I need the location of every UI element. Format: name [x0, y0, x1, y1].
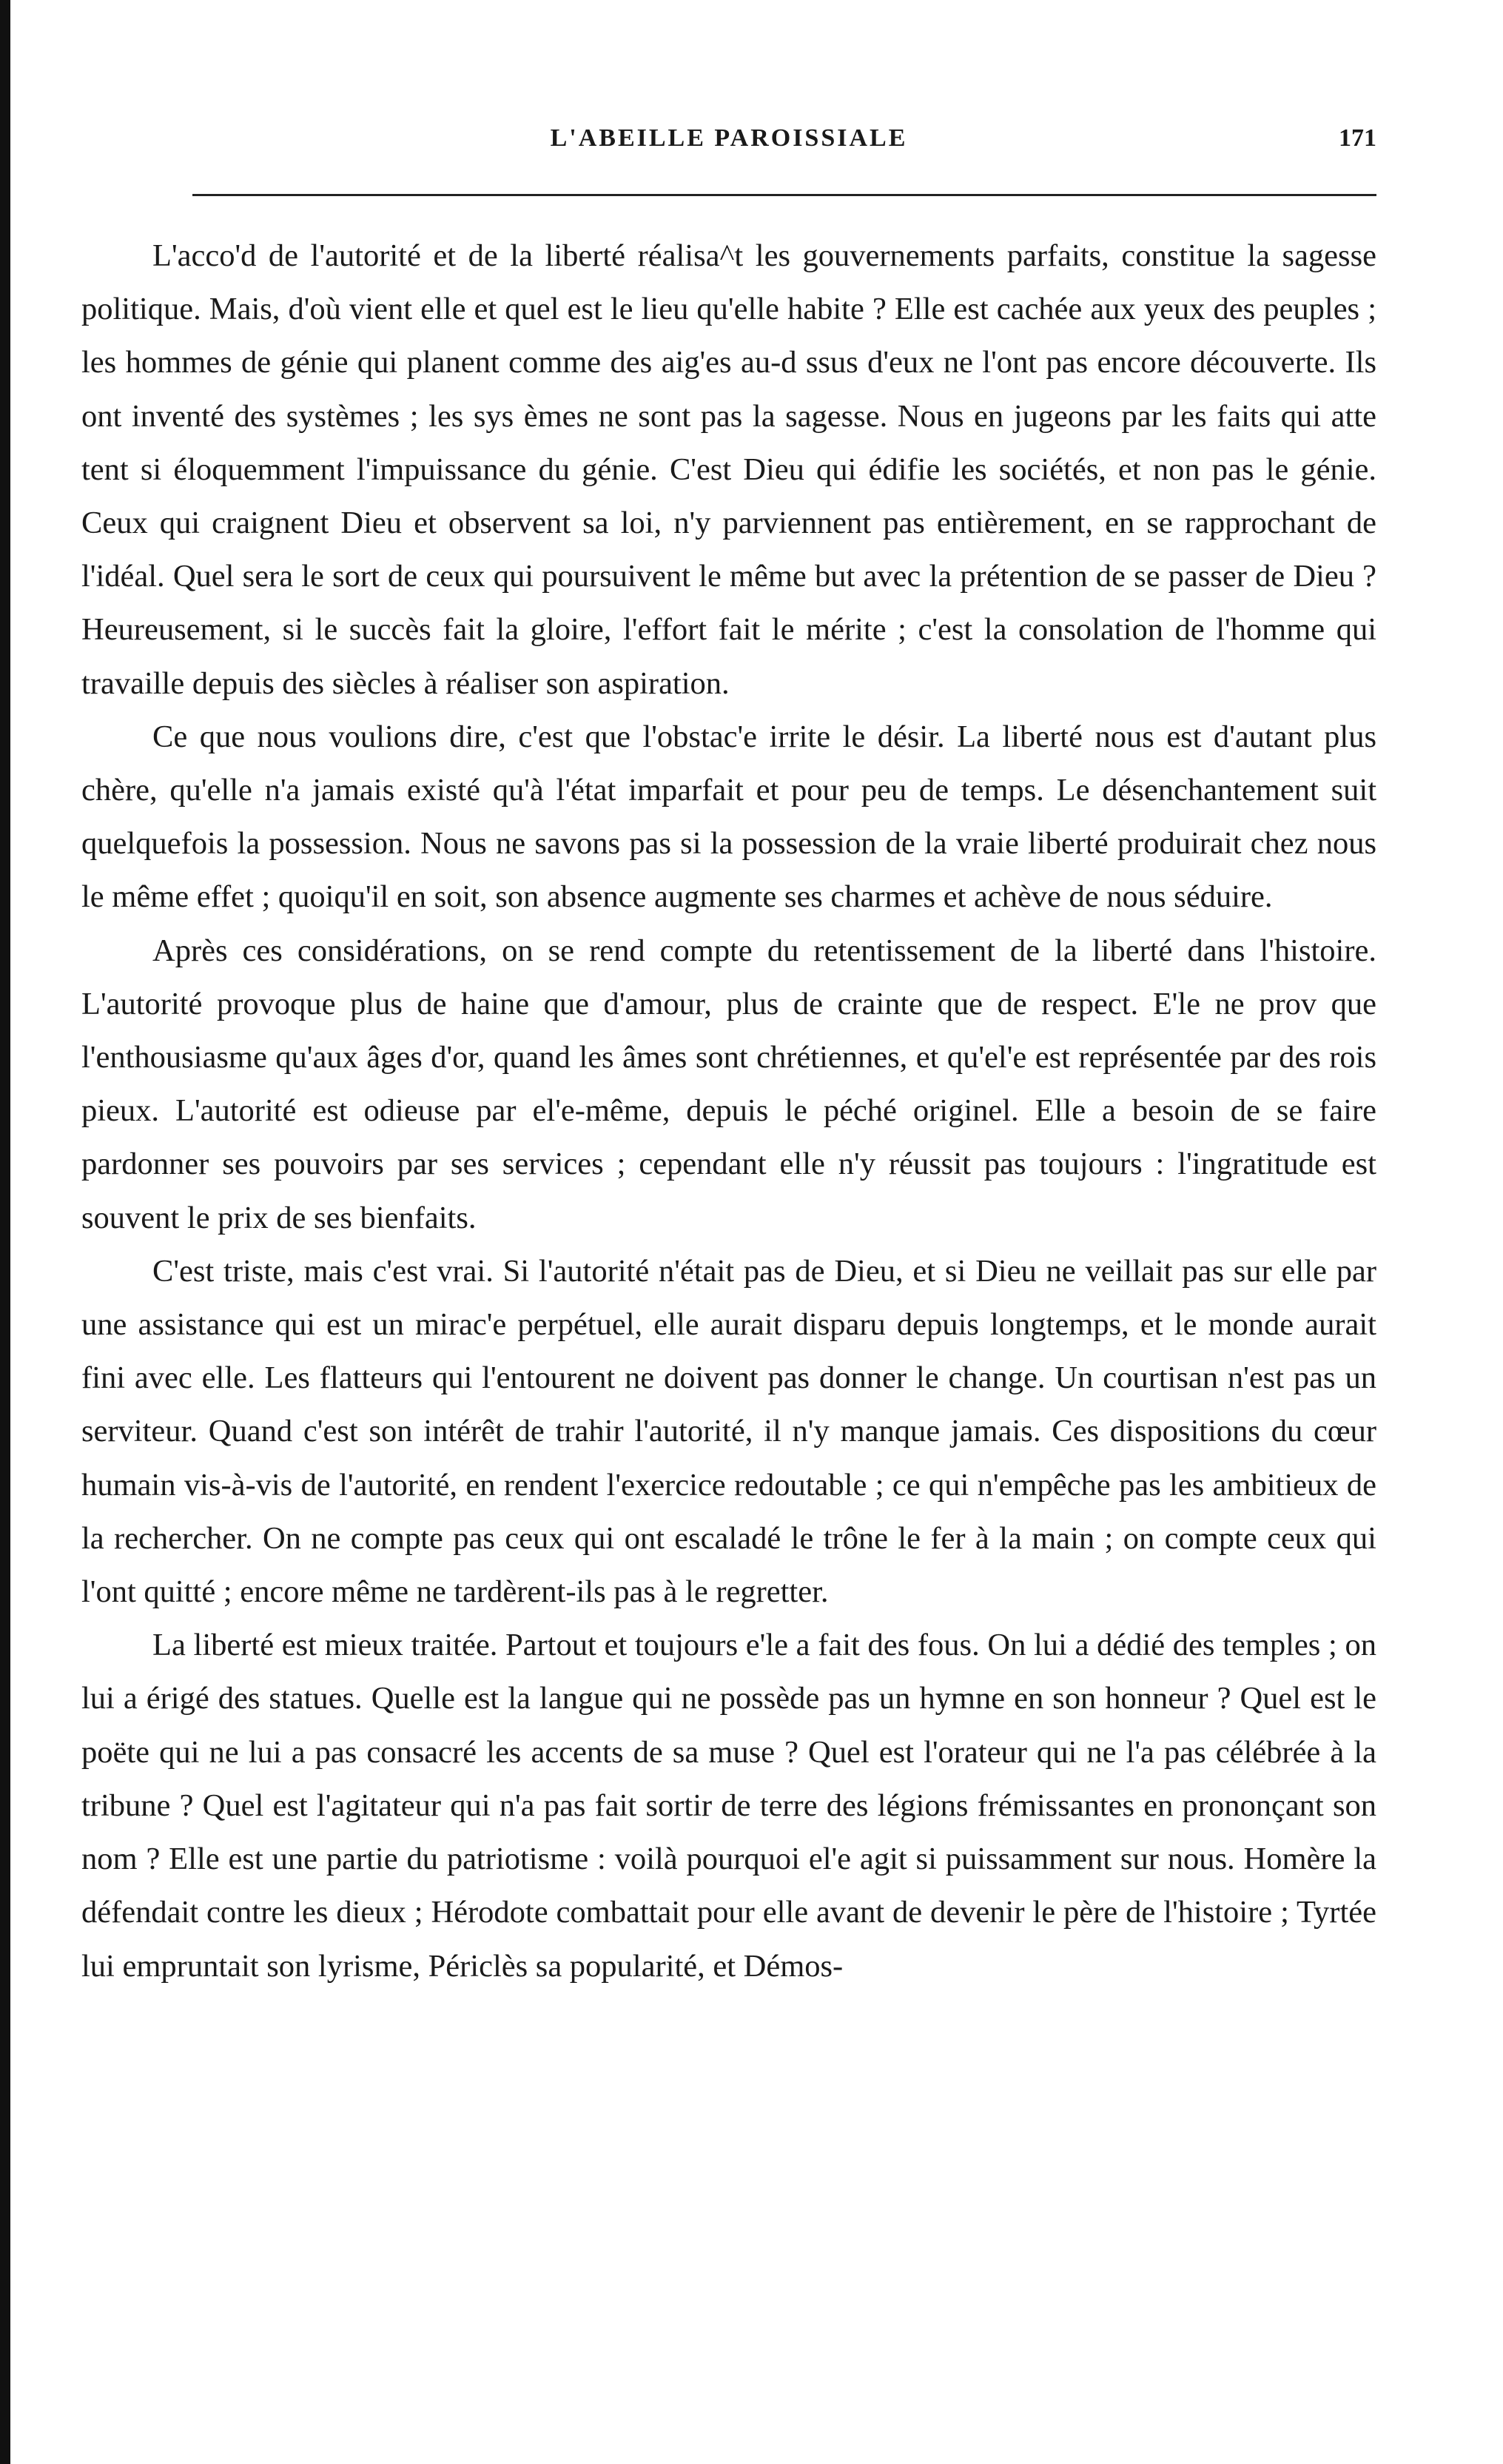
header-rule — [192, 194, 1376, 196]
running-header — [81, 111, 1376, 170]
paragraph: Après ces considérations, on se rend compte du retentissement de la liberté dans l'histoire. L'autorité provoque plus de haine que d'amour, plus de crainte que de respect. E'le ne prov que l'enthousiasme qu'aux âges d'or, quand les âmes sont chrétiennes, et qu'el'e est représentée par des rois pieux. L'autorité est odieuse par el'e-même, depuis le péché originel. Elle a besoin de se faire pardonner ses pouvoirs par ses services ; cependant elle n'y réussit pas toujours : l'ingratitude est souvent le prix de ses bienfaits. — [81, 933, 1376, 1235]
paragraph: L'acco'd de l'autorité et de la liberté réalisa^t les gouvernements parfaits, constitue la sagesse politique. Mais, d'où vient elle et quel est le lieu qu'elle habite ? Elle est cachée aux yeux des peuples ; les hommes de génie qui planent comme des aig'es au-d ssus d'eux ne l'ont pas encore découverte. Ils ont inventé des systèmes ; les sys èmes ne sont pas la sagesse. Nous en jugeons par les faits qui atte tent si éloquemment l'impuissance du génie. C'est Dieu qui édifie les sociétés, et non pas le génie. Ceux qui craignent Dieu et observent sa loi, n'y parviennent pas entièrement, en se rapprochant de l'idéal. Quel sera le sort de ceux qui poursuivent le même but avec la prétention de se passer de Dieu ? Heureusement, si le succès fait la gloire, l'effort fait le mérite ; c'est la consolation de l'homme qui travaille depuis des siècles à réaliser son aspiration. — [81, 238, 1376, 701]
paragraph: C'est triste, mais c'est vrai. Si l'autorité n'était pas de Dieu, et si Dieu ne veillait pas sur elle par une assistance qui est un mirac'e perpétuel, elle aurait disparu depuis longtemps, et le monde aurait fini avec elle. Les flatteurs qui l'entourent ne doivent pas donner le change. Un courtisan n'est pas un serviteur. Quand c'est son intérêt de trahir l'autorité, il n'y manque jamais. Ces dispositions du cœur humain vis-à-vis de l'autorité, en rendent l'exercice redoutable ; ce qui n'empêche pas les ambitieux de la rechercher. On ne compte pas ceux qui ont escaladé le trône le fer à la main ; on compte ceux qui l'ont quitté ; encore même ne tardèrent-ils pas à le regretter. — [81, 1253, 1376, 1610]
paragraph: Ce que nous voulions dire, c'est que l'obstac'e irrite le désir. La liberté nous est d'autant plus chère, qu'elle n'a jamais existé qu'à l'état imparfait et pour peu de temps. Le désenchantement suit quelquefois la possession. Nous ne savons pas si la possession de la vraie liberté produirait chez nous le même effet ; quoiqu'il en soit, son absence augmente ses charmes et achève de nous séduire. — [81, 719, 1376, 915]
book-page — [81, 111, 1376, 1984]
page-body — [81, 229, 1376, 1993]
page-number: 171 — [1339, 124, 1376, 152]
paragraph: La liberté est mieux traitée. Partout et toujours e'le a fait des fous. On lui a dédié des temples ; on lui a érigé des statues. Quelle est la langue qui ne possède pas un hymne en son honneur ? Quel est le poëte qui ne lui a pas consacré les accents de sa muse ? Quel est l'orateur qui ne l'a pas célébrée à la tribune ? Quel est l'agitateur qui n'a pas fait sortir de terre des légions frémissantes en prononçant son nom ? Elle est une partie du patriotisme : voilà pourquoi el'e agit si puissamment sur nous. Homère la défendait contre les dieux ; Hérodote combattait pour elle avant de devenir le père de l'histoire ; Tyrtée lui empruntait son lyrisme, Périclès sa popularité, et Démos- — [81, 1628, 1376, 1984]
scan-edge — [0, 0, 10, 2464]
running-title: L'ABEILLE PAROISSIALE — [550, 124, 908, 152]
